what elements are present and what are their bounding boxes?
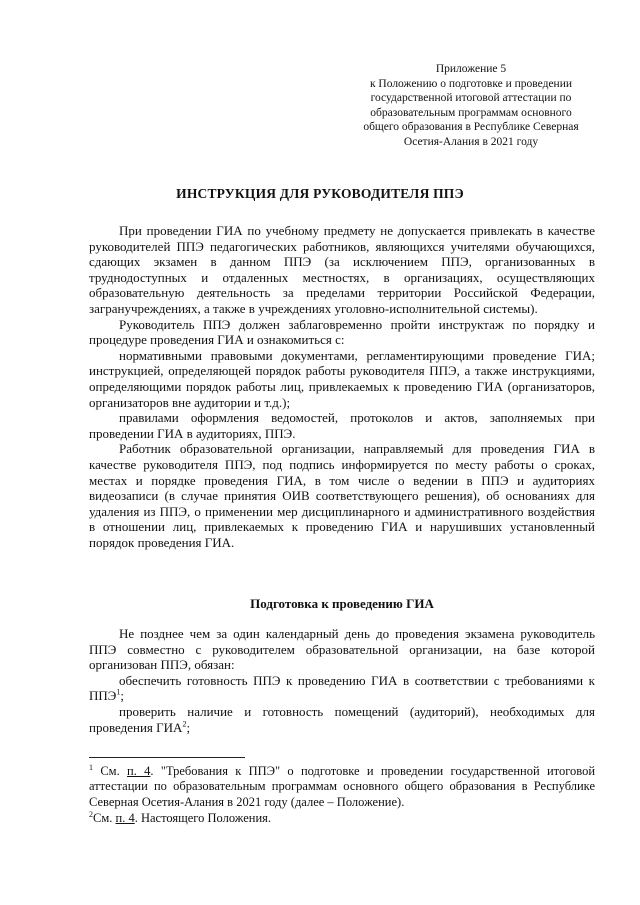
paragraph: Не позднее чем за один календарный день до проведения экзамена руководитель ППЭ совместно с руководителем образовательной организации, на базе которой организован ППЭ, обязан: (89, 626, 595, 673)
footnote-text: . Настоящего Положения. (134, 811, 272, 826)
footnotes (89, 764, 595, 828)
list-item (89, 704, 595, 735)
appendix-line: Приложение 5 (435, 63, 507, 75)
list-item-end: ; (186, 719, 191, 735)
footnote-ref[interactable]: 2 (182, 719, 187, 729)
list-item (89, 673, 595, 704)
main-body (89, 223, 595, 550)
document-title: ИНСТРУКЦИЯ ДЛЯ РУКОВОДИТЕЛЯ ППЭ (176, 186, 464, 201)
appendix-line: Осетия-Алания в 2021 году (403, 135, 539, 148)
section-title: Подготовка к проведению ГИА (250, 596, 434, 611)
appendix-line: общего образования в Республике Северная (363, 121, 579, 133)
footnote-mark: 1 (89, 762, 93, 772)
footnote-prefix: См. (93, 811, 113, 826)
footnote-text: . "Требования к ППЭ" о подготовке и проведении государственной итоговой аттестации по образовательным программам основного общего образования в Республике Северная Осетия-Алания в 2021 году (далее – Положение). (89, 764, 596, 809)
section-body (89, 626, 595, 735)
footnote-prefix: См. (100, 764, 120, 778)
paragraph: Руководитель ППЭ должен заблаговременно пройти инструктаж по порядку и процедуре проведения ГИА и ознакомиться с: (89, 316, 595, 348)
appendix-header (352, 62, 590, 149)
list-item-end: ; (120, 688, 124, 704)
paragraph: правилами оформления ведомостей, протоколов и актов, заполняемых при проведении ГИА в аудиториях, ППЭ. (89, 410, 595, 441)
paragraph: При проведении ГИА по учебному предмету не допускается привлекать в качестве руководителей ППЭ педагогических работников, являющихся учителями обучающихся, сдающих экзамен в данном ППЭ (за исключением ППЭ, организованных в труднодоступных и отдаленных местностях, в организациях, осуществляющих образовательную деятельность за пределами территории Российской Федерации, загранучреждениях, а также в учреждениях уголовно-исполнительной системы). (89, 223, 595, 316)
footnote-ref[interactable]: 1 (116, 688, 121, 698)
footnote-separator (89, 757, 245, 758)
footnote-mark: 2 (89, 810, 93, 820)
footnote-link[interactable]: п. 4 (127, 764, 151, 778)
footnote (89, 811, 595, 826)
list-item-text: обеспечить готовность ППЭ к проведению ГИА в соответствии с требованиями к ППЭ (89, 672, 595, 704)
appendix-line: к Положению о подготовке и проведении (369, 77, 573, 90)
list-item-text: проверить наличие и готовность помещений (аудиторий), необходимых для проведения ГИА (89, 703, 595, 735)
paragraph: Работник образовательной организации, направляемый для проведения ГИА в качестве руководителя ППЭ, под подпись информируется по месту работы о сроках, местах и порядке проведения ГИА, в том числе о ведении в ППЭ и аудиториях видеозаписи (в случае принятия ОИВ соответствующего решения), об основаниях для удаления из ППЭ, о применении мер дисциплинарного и административного воздействия в отношении лиц, привлекаемых к проведению ГИА и нарушивших установленный порядок проведения ГИА. (89, 441, 595, 550)
footnote (89, 764, 595, 810)
appendix-line: образовательным программам основного (370, 106, 572, 119)
footnote-link[interactable]: п. 4 (115, 811, 135, 826)
appendix-line: государственной итоговой аттестации по (370, 92, 572, 104)
paragraph: нормативными правовыми документами, регламентирующими проведение ГИА; инструкцией, определяющей порядок работы руководителя ППЭ, а также инструкциями, определяющими порядок работы лиц, привлекаемых к проведению ГИА (организаторов, организаторов вне аудитории и т.д.); (89, 347, 595, 410)
